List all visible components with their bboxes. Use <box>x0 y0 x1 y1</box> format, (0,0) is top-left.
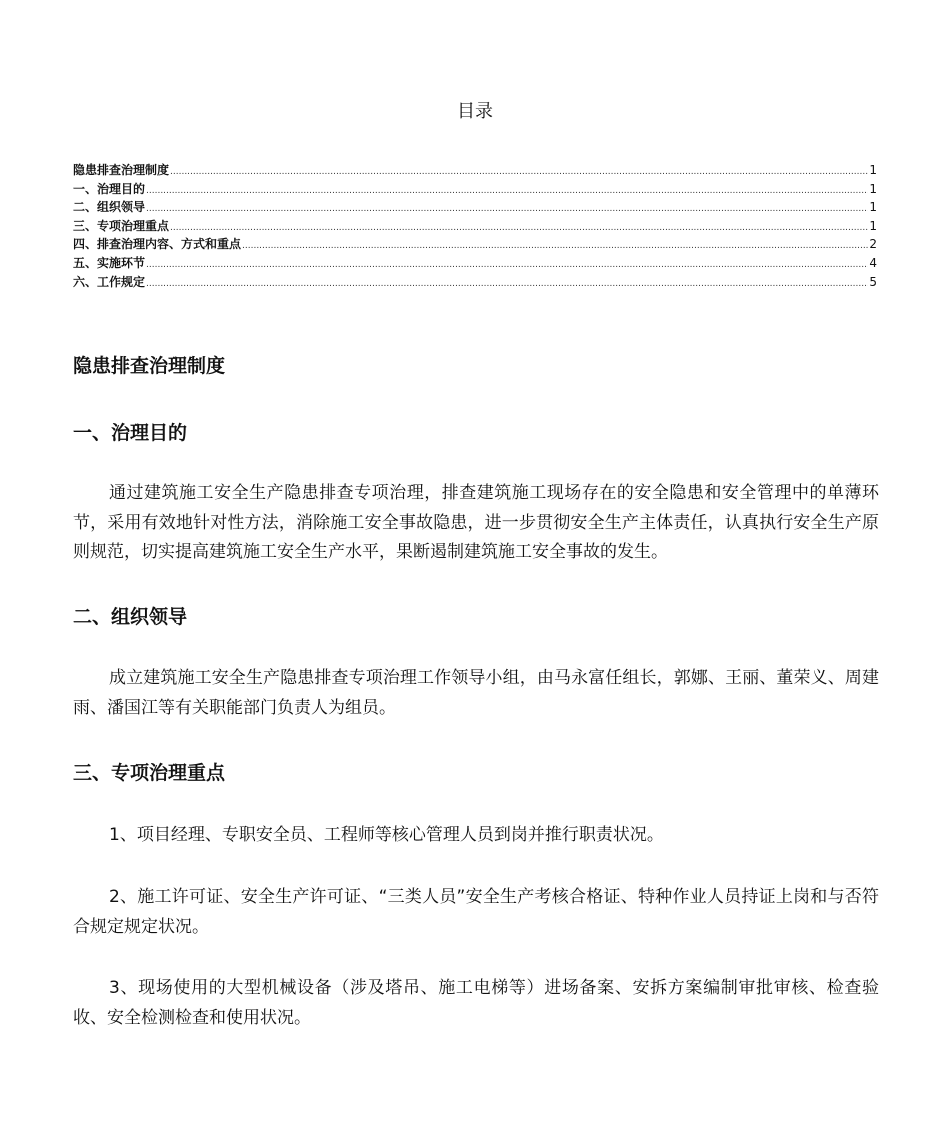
toc-entry-label[interactable]: 隐患排查治理制度 <box>73 163 170 177</box>
section-heading-purpose: 一、治理目的 <box>73 422 188 444</box>
toc-entry[interactable] <box>73 198 877 217</box>
section-heading-organization: 二、组织领导 <box>73 606 188 628</box>
toc-entry[interactable] <box>73 180 877 199</box>
section-heading-key-points: 三、专项治理重点 <box>73 762 226 784</box>
toc-leader-dots <box>146 256 868 275</box>
toc-entry[interactable] <box>73 273 877 292</box>
toc-entry-label[interactable]: 二、组织领导 <box>73 200 146 215</box>
toc-entry-label[interactable]: 一、治理目的 <box>73 181 146 196</box>
toc-entry-page: 1 <box>869 218 877 233</box>
toc-entry[interactable] <box>73 217 877 236</box>
toc-leader-dots <box>170 163 868 182</box>
toc-entry-label[interactable]: 三、专项治理重点 <box>73 218 170 233</box>
toc-entry[interactable] <box>73 254 877 273</box>
toc-leader-dots <box>170 219 868 238</box>
section-paragraph-purpose: 通过建筑施工安全生产隐患排查专项治理，排查建筑施工现场存在的安全隐患和安全管理中的单薄环节，采用有效地针对性方法，消除施工安全事故隐患，进一步贯彻安全生产主体责任，认真执行安全生产原则规范，切实提高建筑施工安全生产水平，果断遏制建筑施工安全事故的发生。 <box>73 483 879 562</box>
toc-entry[interactable] <box>73 235 877 254</box>
toc-entry-page: 4 <box>869 255 877 270</box>
toc-entry-page: 1 <box>869 163 877 177</box>
key-point-item: 3、现场使用的大型机械设备（涉及塔吊、施工电梯等）进场备案、安拆方案编制审批审核、检查验收、安全检测检查和使用状况。 <box>73 978 879 1028</box>
key-point-item: 1、项目经理、专职安全员、工程师等核心管理人员到岗并推行职责状况。 <box>109 825 664 845</box>
document-title: 隐患排查治理制度 <box>73 355 226 377</box>
toc-entry-label[interactable]: 五、实施环节 <box>73 255 146 270</box>
toc-leader-dots <box>146 182 868 201</box>
toc-leader-dots <box>242 237 868 256</box>
toc-entry-label[interactable]: 四、排查治理内容、方式和重点 <box>73 237 242 252</box>
toc-entry-page: 5 <box>869 274 877 289</box>
section-paragraph-organization: 成立建筑施工安全生产隐患排查专项治理工作领导小组，由马永富任组长，郭娜、王丽、董荣义、周建雨、潘国江等有关职能部门负责人为组员。 <box>73 668 879 718</box>
toc-title: 目录 <box>457 101 493 122</box>
key-point-item: 2、施工许可证、安全生产许可证、“三类人员”安全生产考核合格证、特种作业人员持证上岗和与否符合规定规定状况。 <box>73 887 879 937</box>
toc-entry-page: 2 <box>869 237 877 252</box>
toc-entry-label[interactable]: 六、工作规定 <box>73 274 146 289</box>
table-of-contents <box>73 161 877 291</box>
toc-leader-dots <box>146 200 868 219</box>
toc-entry[interactable] <box>73 161 877 180</box>
toc-entry-page: 1 <box>869 200 877 215</box>
toc-entry-page: 1 <box>869 181 877 196</box>
toc-leader-dots <box>146 275 868 294</box>
